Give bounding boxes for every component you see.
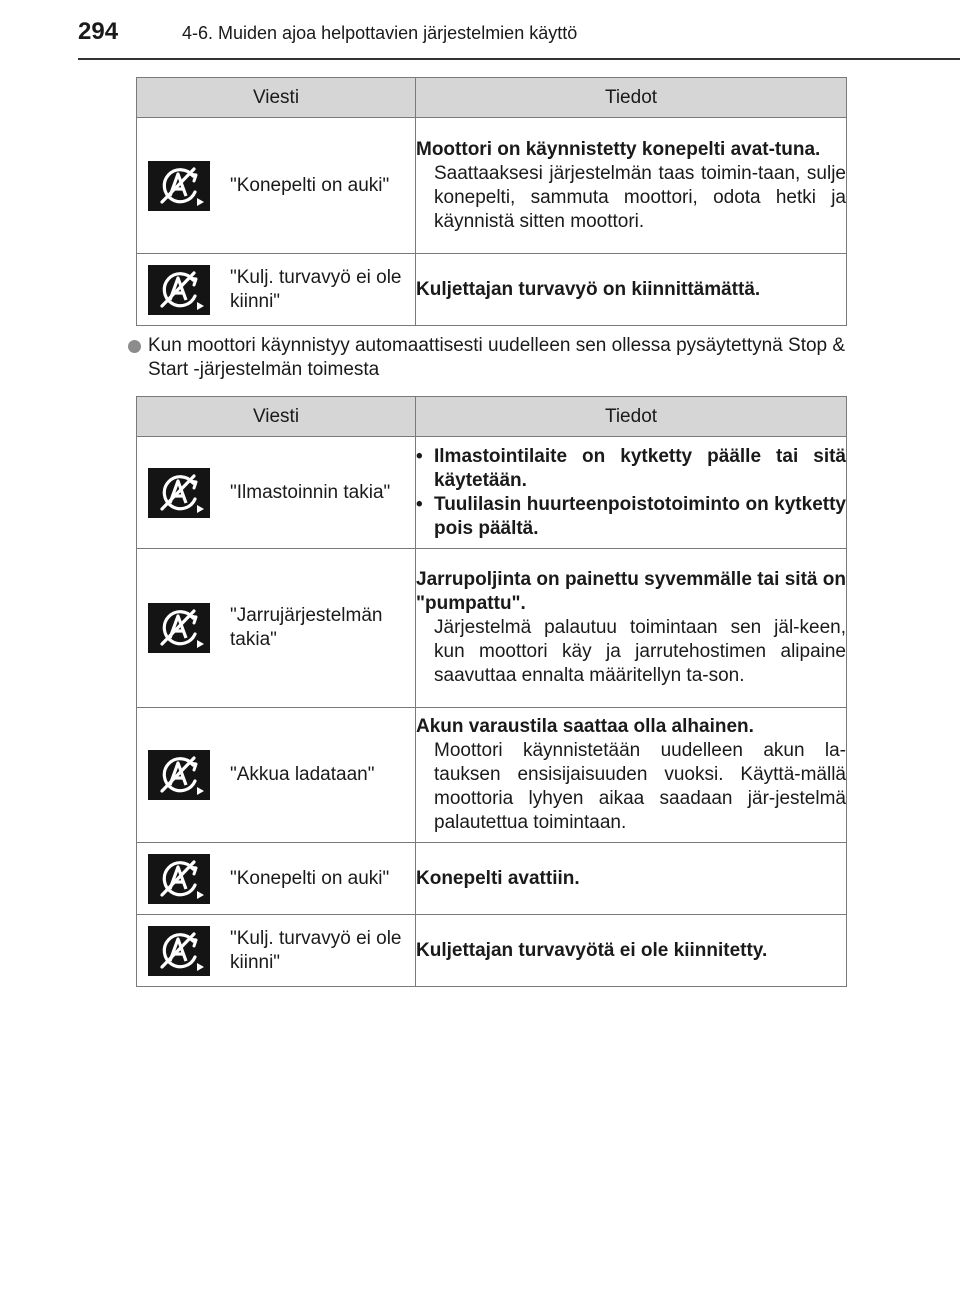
message-text: "Konepelti on auki" bbox=[230, 174, 390, 196]
stop-start-off-indicator-icon bbox=[148, 265, 210, 315]
message-text: "Jarrujärjestelmän takia" bbox=[230, 605, 383, 650]
info-cell bbox=[416, 549, 847, 708]
page-header bbox=[78, 18, 577, 46]
stop-start-off-indicator-icon bbox=[148, 603, 210, 653]
info-detail: Järjestelmä palautuu toimintaan sen jäl-keen, kun moottori käy ja jarrutehostimen alipaine saavuttaa ennalta määritellyn ta-son. bbox=[434, 617, 846, 686]
table-header-row bbox=[137, 397, 847, 437]
info-bullet: • Tuulilasin huurteenpoistotoiminto on kytketty pois päältä. bbox=[416, 493, 846, 539]
message-table-1 bbox=[136, 77, 847, 326]
circle-bullet-icon bbox=[128, 340, 141, 353]
info-bullet: • Ilmastointilaite on kytketty päälle tai sitä käytetään. bbox=[416, 445, 846, 491]
message-text: "Akkua ladataan" bbox=[230, 764, 375, 785]
info-cell bbox=[416, 708, 847, 843]
message-cell bbox=[137, 254, 416, 326]
column-header-info: Tiedot bbox=[416, 397, 847, 437]
message-text: "Kulj. turvavyö ei ole kiinni" bbox=[230, 927, 402, 973]
table-header-row bbox=[137, 78, 847, 118]
table-row bbox=[137, 843, 847, 915]
message-cell bbox=[137, 437, 416, 549]
stop-start-off-indicator-icon bbox=[148, 161, 210, 211]
table-row bbox=[137, 549, 847, 708]
info-cell bbox=[416, 843, 847, 915]
info-lead: Kuljettajan turvavyötä ei ole kiinnitetty. bbox=[416, 939, 768, 961]
info-cell bbox=[416, 437, 847, 549]
column-header-message: Viesti bbox=[137, 397, 416, 437]
info-detail: Saattaaksesi järjestelmän taas toimin-taan, sulje konepelti, sammuta moottori, odota hetki ja käynnistä sitten moottori. bbox=[434, 162, 846, 232]
message-cell bbox=[137, 708, 416, 843]
header-divider bbox=[78, 58, 960, 60]
info-lead: Akun varaustila saattaa olla alhainen. bbox=[416, 716, 754, 737]
column-header-message: Viesti bbox=[137, 78, 416, 118]
table-row bbox=[137, 915, 847, 987]
message-cell bbox=[137, 118, 416, 254]
column-header-info: Tiedot bbox=[416, 78, 847, 118]
stop-start-off-indicator-icon bbox=[148, 468, 210, 518]
table-row bbox=[137, 708, 847, 843]
section-title: 4-6. Muiden ajoa helpottavien järjestelmien käyttö bbox=[182, 23, 578, 43]
table-row bbox=[137, 254, 847, 326]
message-cell bbox=[137, 549, 416, 708]
page-number: 294 bbox=[78, 18, 119, 45]
message-text: "Ilmastoinnin takia" bbox=[230, 481, 391, 503]
table-row bbox=[137, 437, 847, 549]
paragraph-text: Kun moottori käynnistyy automaattisesti uudelleen sen ollessa pysäytettynä Stop & Start -järjestelmän toimesta bbox=[148, 335, 846, 380]
message-cell bbox=[137, 915, 416, 987]
stop-start-off-indicator-icon bbox=[148, 926, 210, 976]
message-text: "Konepelti on auki" bbox=[230, 867, 390, 889]
condition-paragraph bbox=[128, 334, 848, 382]
info-detail: Moottori käynnistetään uudelleen akun la-tauksen ensisijaisuuden vuoksi. Käyttä-mällä moottoria lyhyen aikaa saadaan jär-jestelmä palautettua toimintaan. bbox=[434, 740, 846, 833]
info-cell bbox=[416, 118, 847, 254]
info-lead: Moottori on käynnistetty konepelti avat-tuna. bbox=[416, 138, 821, 160]
message-cell bbox=[137, 843, 416, 915]
info-lead: Kuljettajan turvavyö on kiinnittämättä. bbox=[416, 278, 761, 300]
info-cell bbox=[416, 254, 847, 326]
table-row bbox=[137, 118, 847, 254]
message-text: "Kulj. turvavyö ei ole kiinni" bbox=[230, 266, 402, 312]
stop-start-off-indicator-icon bbox=[148, 750, 210, 800]
info-lead: Jarrupoljinta on painettu syvemmälle tai sitä on "pumpattu". bbox=[416, 569, 846, 614]
stop-start-off-indicator-icon bbox=[148, 854, 210, 904]
message-table-2 bbox=[136, 396, 847, 987]
info-cell bbox=[416, 915, 847, 987]
info-lead: Konepelti avattiin. bbox=[416, 867, 580, 889]
